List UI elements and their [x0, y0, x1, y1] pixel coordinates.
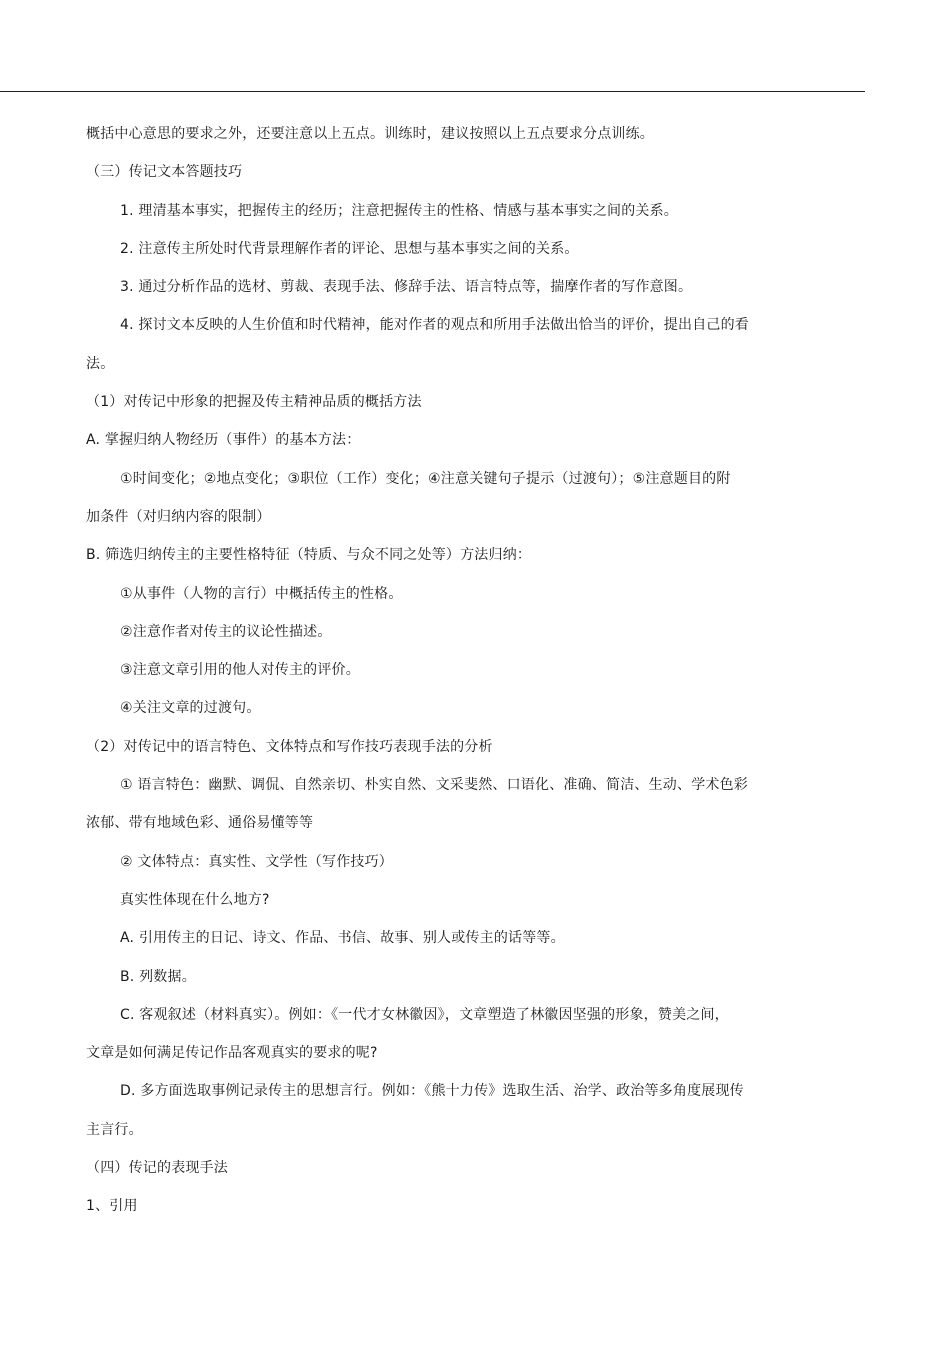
- text-line: B. 筛选归纳传主的主要性格特征（特质、与众不同之处等）方法归纳：: [86, 547, 532, 564]
- text-line: A. 掌握归纳人物经历（事件）的基本方法：: [86, 432, 361, 449]
- text-line: ①时间变化；②地点变化；③职位（工作）变化；④注意关键句子提示（过渡句）；⑤注意题目的附: [120, 470, 731, 487]
- text-line: 浓郁、带有地域色彩、通俗易懂等等: [86, 815, 314, 832]
- text-line: （1）对传记中形象的把握及传主精神品质的概括方法: [86, 394, 422, 411]
- text-line: ③注意文章引用的他人对传主的评价。: [120, 662, 360, 679]
- document-body: [86, 120, 786, 1231]
- text-line: 主言行。: [86, 1121, 143, 1138]
- text-line: D. 多方面选取事例记录传主的思想言行。例如：《熊十力传》选取生活、治学、政治等多角度展现传: [120, 1083, 744, 1100]
- text-line: （三）传记文本答题技巧: [86, 164, 243, 181]
- text-line: （2）对传记中的语言特色、文体特点和写作技巧表现手法的分析: [86, 738, 493, 755]
- text-line: 4. 探讨文本反映的人生价值和时代精神，能对作者的观点和所用手法做出恰当的评价，提出自己的看: [120, 317, 750, 334]
- text-line: 加条件（对归纳内容的限制）: [86, 508, 271, 525]
- text-line: ④关注文章的过渡句。: [120, 700, 261, 717]
- text-line: B. 列数据。: [120, 968, 196, 985]
- text-line: 2. 注意传主所处时代背景理解作者的评论、思想与基本事实之间的关系。: [120, 240, 579, 257]
- text-line: （四）传记的表现手法: [86, 1160, 228, 1177]
- text-line: C. 客观叙述（材料真实）。例如：《一代才女林徽因》，文章塑造了林徽因坚强的形象，赞美之间，: [120, 1006, 729, 1023]
- text-line: 真实性体现在什么地方?: [120, 891, 270, 908]
- header-rule: [0, 91, 865, 92]
- text-line: ①从事件（人物的言行）中概括传主的性格。: [120, 585, 403, 602]
- text-line: 1. 理清基本事实，把握传主的经历；注意把握传主的性格、情感与基本事实之间的关系。: [120, 202, 679, 219]
- text-line: 文章是如何满足传记作品客观真实的要求的呢?: [86, 1045, 378, 1062]
- text-line: 1、引用: [86, 1198, 138, 1215]
- text-line: 法。: [86, 355, 115, 372]
- text-line: ②注意作者对传主的议论性描述。: [120, 623, 332, 640]
- text-line: A. 引用传主的日记、诗文、作品、书信、故事、别人或传主的话等等。: [120, 930, 565, 947]
- text-line: ① 语言特色：幽默、调侃、自然亲切、朴实自然、文采斐然、口语化、准确、简洁、生动、学术色彩: [120, 777, 748, 794]
- text-line: ② 文体特点：真实性、文学性（写作技巧）: [120, 853, 393, 870]
- text-line: 概括中心意思的要求之外，还要注意以上五点。训练时，建议按照以上五点要求分点训练。: [86, 126, 654, 142]
- text-line: 3. 通过分析作品的选材、剪裁、表现手法、修辞手法、语言特点等，揣摩作者的写作意图。: [120, 279, 693, 296]
